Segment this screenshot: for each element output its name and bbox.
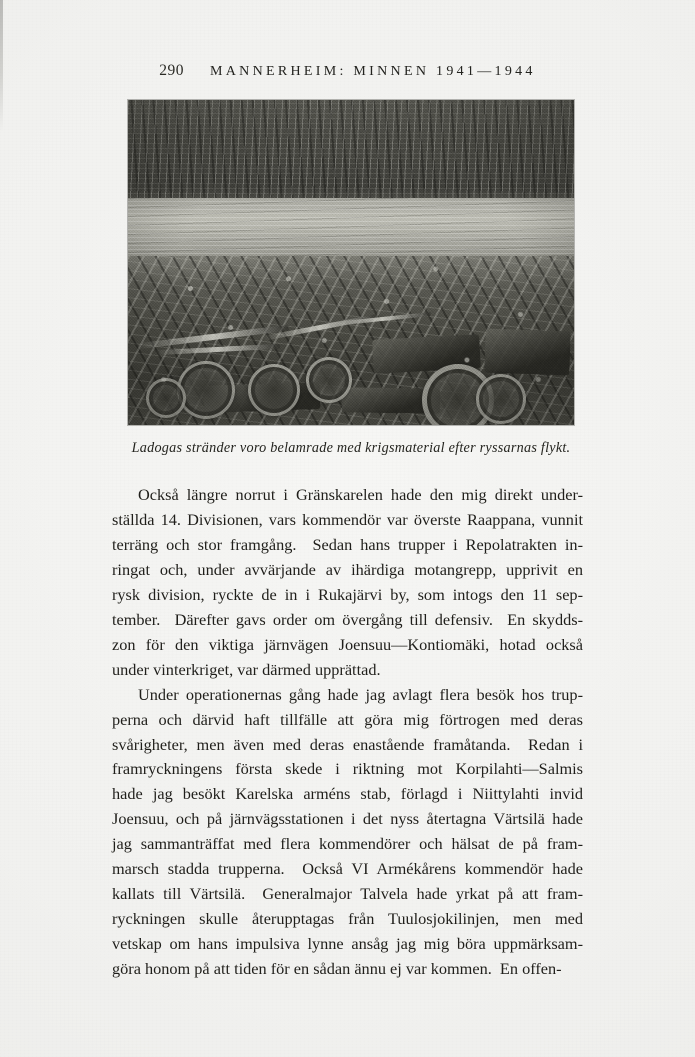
text-line: under vinterkriget, var därmed upprättad. [112,659,381,679]
text-line: Joensuu, och på järnvägsstationen i det nyss återtagna Värtsilä hade [112,809,583,829]
text-line: rysk division, ryckte de in i Rukajärvi by, som intogs den 11 sep- [112,584,583,604]
text-line: vetskap om hans impulsiva lynne ansåg jag mig böra uppmärksam- [112,934,583,954]
text-line: perna och därvid haft tillfälle att göra mig förtrogen med deras [112,709,583,729]
text-line: ställda 14. Divisionen, vars kommendör var överste Raappana, vunnit [112,509,583,529]
text-line: hade jag besökt Karelska arméns stab, förlagd i Niittylahti invid [112,784,583,804]
text-line: ringat och, under avvärjande av ihärdiga motangrepp, upprivit en [112,559,583,579]
page-number: 290 [159,62,184,79]
text-line: Under operationernas gång hade jag avlagt flera besök hos trup- [138,684,583,704]
photo-vignette [128,100,574,425]
text-line: zon för den viktiga järnvägen Joensuu—Kontiomäki, hotad också [112,634,583,654]
text-line: ryckningen skulle återupptagas från Tuulosjokilinjen, men med [112,909,583,929]
running-head [0,62,695,80]
running-title: MANNERHEIM: MINNEN 1941—1944 [210,64,536,79]
photograph-plate [128,100,574,425]
photo-caption: Ladogas stränder voro belamrade med krigsmaterial efter ryssarnas flykt. [131,440,571,456]
text-line: jag sammanträffat med flera kommendörer och hälsat de på fram- [112,834,583,854]
body-text [112,483,583,982]
text-line: svårigheter, men även med deras enastående framåtanda. Redan i [112,734,583,754]
text-line: tember. Därefter gavs order om övergång till defensiv. En skydds- [112,609,583,629]
text-line: göra honom på att tiden för en sådan ännu ej var kommen. En offen- [112,959,562,979]
text-line: Också längre norrut i Gränskarelen hade den mig direkt under- [138,485,583,504]
text-line: framryckningens första skede i riktning mot Korpilahti—Salmis [112,759,583,779]
text-line: kallats till Värtsilä. Generalmajor Talvela hade yrkat på att fram- [112,884,583,904]
text-line: marsch stadda trupperna. Också VI Armékårens kommendör hade [112,859,583,879]
paragraph [112,483,583,683]
text-line: terräng och stor framgång. Sedan hans trupper i Repolatrakten in- [112,534,583,554]
paragraph [112,683,583,982]
